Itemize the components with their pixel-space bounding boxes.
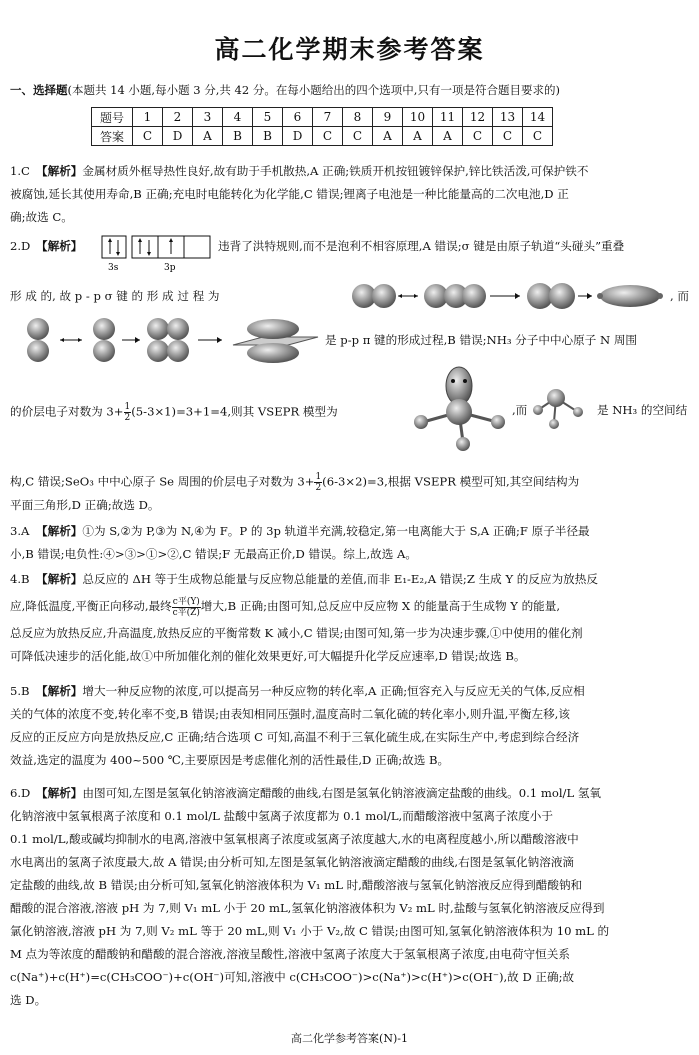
answer-cell: C (313, 127, 343, 146)
q-text: 平面三角形,D 正确;故选 D。 (10, 498, 160, 512)
question-number-cell: 3 (193, 108, 223, 127)
q-text: 被腐蚀,延长其使用寿命,B 正确;充电时电能转化为化学能,C 错误;锂离子电池是一种比能量高的二次电池,D 正 (10, 187, 569, 201)
vsepr-model-diagram (405, 366, 513, 456)
q-text: 化钠溶液中氢氧根离子浓度和 0.1 mol/L 盐酸中氢离子浓度都为 0.1 mol/L,而醋酸溶液中氢离子浓度小于 (10, 809, 553, 823)
q-text: 金属材质外框导热性良好,故有助于手机散热,A 正确;铁质开机按钮镀锌保护,锌比铁活泼,可保护铁不 (82, 164, 589, 178)
q-number: 6.D (10, 786, 31, 800)
q-number: 3.A (10, 524, 30, 538)
pi-bond-diagram (18, 315, 323, 365)
question-number-cell: 10 (403, 108, 433, 127)
sigma-bond-diagram (350, 280, 670, 314)
q-text: 违背了洪特规则,而不是泡利不相容原理,A 错误;σ 键是由原子轨道“头碰头”重叠 (218, 239, 625, 253)
answer-cell: C (463, 127, 493, 146)
q-text: 反应的正反应方向是放热反应,C 正确;结合选项 C 可知,高温不利于三氧化硫生成,在实际生产中,考虑到综合经济 (10, 730, 580, 744)
answer-table (91, 107, 553, 146)
table-row (92, 108, 553, 127)
q-text: 氯化钠溶液,溶液 pH 为 7,则 V₂ mL 等于 20 mL,则 V₁ 小于 V₂,故 C 错误;由图可知,氢氧化钠溶液体积为 10 mL 的 (10, 924, 610, 938)
answer-cell: C (343, 127, 373, 146)
q-number: 2.D (10, 239, 31, 253)
q-text: ①为 S,②为 P,③为 N,④为 F。P 的 3p 轨道半充满,较稳定,第一电离能大于 S,A 正确;F 原子半径最 (82, 524, 590, 538)
page-title: 高二化学期末参考答案 (214, 35, 485, 64)
row-label: 答案 (92, 127, 133, 146)
q-text: 总反应的 ΔH 等于生成物总能量与反应物总能量的差值,而非 E₁-E₂,A 错误;Z 生成 Y 的反应为放热反 (82, 572, 598, 586)
question-number-cell: 6 (283, 108, 313, 127)
question-5 (10, 680, 690, 772)
q-number: 5.B (10, 684, 30, 698)
section-desc: (本题共 14 小题,每小题 3 分,共 42 分。在每小题给出的四个选项中,只有一项是符合题目要求的) (67, 83, 560, 97)
answer-cell: B (253, 127, 283, 146)
q-text: 0.1 mol/L,酸或碱均抑制水的电离,溶液中氢氧根离子浓度或氢离子浓度越大,水的电离程度越小,所以醋酸溶液中 (10, 832, 579, 846)
question-number-cell: 5 (253, 108, 283, 127)
q-text: 应,降低温度,平衡正向移动,最终 (10, 599, 172, 613)
question-number-cell: 4 (223, 108, 253, 127)
q-text: 关的气体的浓度不变,转化率不变,B 错误;由表知相同压强时,温度高时二氧化硫的转化率小,则升温,平衡左移,该 (10, 707, 570, 721)
q-number: 1.C (10, 164, 30, 178)
answer-cell: A (373, 127, 403, 146)
q-text: 总反应为放热反应,升高温度,放热反应的平衡常数 K 减小,C 错误;由图可知,第一步为决速步骤,①中使用的催化剂 (10, 626, 583, 640)
q-tag: 【解析】 (36, 786, 83, 800)
q-tag: 【解析】 (36, 684, 83, 698)
section-label: 一、选择题 (10, 83, 68, 97)
q-text: 可降低决速步的活化能,故①中所加催化剂的催化效果更好,可大幅提升化学反应速率,D 错误;故选 B。 (10, 649, 526, 663)
question-number-cell: 2 (163, 108, 193, 127)
q-text: 效益,选定的温度为 400~500 ℃,主要原因是考虑催化剂的活性最佳,D 正确;故选 B。 (10, 753, 450, 767)
answer-cell: C (523, 127, 553, 146)
q-text: 增大一种反应物的浓度,可以提高另一种反应物的转化率,A 正确;恒容充入与反应无关的气体,反应相 (82, 684, 585, 698)
q-text: 由图可知,左图是氢氧化钠溶液滴定醋酸的曲线,右图是氢氧化钠溶液滴定盐酸的曲线。0.1 mol/L 氢氧 (82, 786, 602, 800)
question-number-cell: 1 (133, 108, 163, 127)
q-text: (6-3×2)=3,根据 VSEPR 模型可知,其空间结构为 (322, 474, 580, 489)
q-tag: 【解析】 (36, 239, 83, 253)
q-text: 选 D。 (10, 993, 47, 1007)
question-number-cell: 14 (523, 108, 553, 127)
q-text: 确;故选 C。 (10, 210, 73, 224)
question-number-cell: 8 (343, 108, 373, 127)
q-text: (5-3×1)=3+1=4,则其 VSEPR 模型为 (131, 404, 338, 419)
answer-cell: C (133, 127, 163, 146)
orbital-label-3s: 3s (108, 263, 119, 273)
fraction: $\frac{1}{2}$ (124, 402, 131, 423)
q-text: M 点为等浓度的醋酸钠和醋酸的混合溶液,溶液呈酸性,溶液中氢离子浓度大于氢氧根离子浓度,由电荷守恒关系 (10, 947, 570, 961)
q-text: 定盐酸的曲线,故 B 错误;由分析可知,氢氧化钠溶液体积为 V₁ mL 时,醋酸溶液与氢氧化钠溶液反应得到醋酸钠和 (10, 878, 583, 892)
answer-cell: D (283, 127, 313, 146)
q-text: 小,B 错误;电负性:④>③>①>②,C 错误;F 无最高正价,D 错误。综上,故选 A。 (10, 547, 417, 561)
q-text: 是 p-p π 键的形成过程,B 错误;NH₃ 分子中中心原子 N 周围 (325, 333, 638, 347)
question-number-cell: 9 (373, 108, 403, 127)
answer-cell: B (223, 127, 253, 146)
answer-cell: A (403, 127, 433, 146)
q-text: , 而 (670, 289, 689, 303)
question-number-cell: 12 (463, 108, 493, 127)
q-text: 的价层电子对数为 3+ (10, 404, 124, 419)
orbital-label-3p: 3p (164, 263, 176, 273)
question-6 (10, 782, 690, 1012)
question-number-cell: 11 (433, 108, 463, 127)
q-text: 形 成 的, 故 p - p σ 键 的 形 成 过 程 为 (10, 289, 220, 303)
question-4 (10, 568, 690, 668)
answer-cell: A (433, 127, 463, 146)
question-number-cell: 7 (313, 108, 343, 127)
answer-cell: A (193, 127, 223, 146)
nh3-structure-diagram (532, 386, 596, 432)
question-3 (10, 520, 690, 566)
q-tag: 【解析】 (36, 164, 83, 178)
q2-line-1 (10, 238, 82, 254)
q2-line-4 (10, 402, 338, 423)
q-tag: 【解析】 (36, 524, 83, 538)
row-label: 题号 (92, 108, 133, 127)
q-tag: 【解析】 (36, 572, 83, 586)
q-text: 是 NH₃ 的空间结 (597, 403, 688, 417)
orbital-diagram (100, 234, 212, 274)
q-text: c(Na⁺)+c(H⁺)=c(CH₃COO⁻)+c(OH⁻)可知,溶液中 c(CH₃COO⁻)>c(Na⁺)>c(H⁺)>c(OH⁻),故 D 正确;故 (10, 970, 575, 984)
table-row (92, 127, 553, 146)
q-text: 增大,B 正确;由图可知,总反应中反应物 X 的能量高于生成物 Y 的能量, (200, 599, 561, 613)
q-text: 水电离出的氢离子浓度最大,故 A 错误;由分析可知,左图是氢氧化钠溶液滴定醋酸的曲线,右图是氢氧化钠溶液滴 (10, 855, 575, 869)
q-text: 构,C 错误;SeO₃ 中中心原子 Se 周围的价层电子对数为 3+ (10, 474, 315, 489)
page-footer: 高二化学参考答案(N)-1 (291, 1032, 408, 1045)
answer-cell: C (493, 127, 523, 146)
question-1 (10, 160, 690, 229)
q-text: 醋酸的混合溶液,溶液 pH 为 7,则 V₁ mL 小于 20 mL,氢氧化钠溶液体积为 V₂ mL 时,盐酸与氢氧化钠溶液反应得到 (10, 901, 605, 915)
q-number: 4.B (10, 572, 30, 586)
fraction: $\frac{\text{c平(Y)}}{\text{c平(Z)}}$ (172, 596, 200, 618)
q2-line-5 (10, 472, 579, 493)
fraction: $\frac{1}{2}$ (315, 472, 322, 493)
question-number-cell: 13 (493, 108, 523, 127)
answer-cell: D (163, 127, 193, 146)
q-text: ,而 (512, 403, 528, 417)
section-heading (10, 82, 560, 98)
